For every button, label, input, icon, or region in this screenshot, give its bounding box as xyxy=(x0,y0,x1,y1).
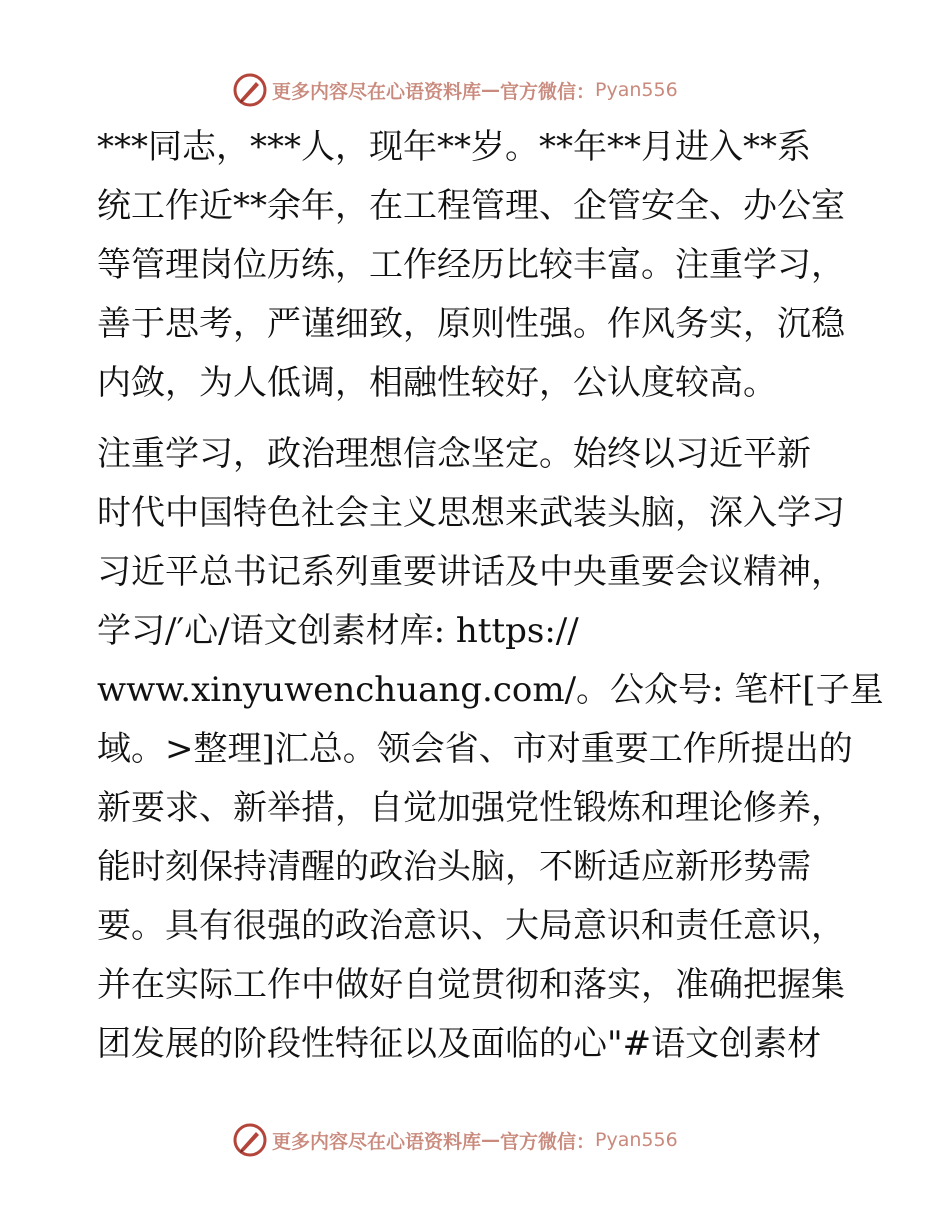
text-line: 学习/′心/语文创素材库: https:// xyxy=(97,611,579,651)
header-watermark-wechat-label: 官方微信： xyxy=(500,80,596,103)
paragraph-profile xyxy=(97,118,857,413)
pen-logo-icon xyxy=(232,72,268,108)
header-watermark-banner xyxy=(232,70,678,110)
text-line: 域。>整理]汇总。领会省、市对重要工作所提出的 xyxy=(97,729,853,769)
text-line: 要。具有很强的政治意识、大局意识和责任意识， xyxy=(97,906,845,946)
footer-watermark-wechat-id: Pyan556 xyxy=(595,1129,678,1151)
text-line: 注重学习，政治理想信念坚定。始终以习近平新 xyxy=(97,434,811,474)
text-line: ***同志，***人，现年**岁。**年**月进入**系 xyxy=(97,127,811,167)
header-watermark-wechat-id: Pyan556 xyxy=(595,79,678,101)
header-watermark-separator: — xyxy=(481,79,501,101)
header-watermark-title: 更多内容尽在心语资料库 xyxy=(272,80,482,103)
text-line: 内敛，为人低调，相融性较好，公认度较高。 xyxy=(97,363,777,403)
footer-watermark-separator: — xyxy=(481,1129,501,1151)
footer-watermark-title: 更多内容尽在心语资料库 xyxy=(272,1130,482,1153)
text-line: 统工作近**余年，在工程管理、企管安全、办公室 xyxy=(97,186,845,226)
paragraph-political-study xyxy=(97,425,884,1074)
text-line: www.xinyuwenchuang.com/。公众号: 笔杆[子星 xyxy=(97,670,884,710)
footer-watermark-banner xyxy=(232,1120,678,1160)
text-line: 团发展的阶段性特征以及面临的心"#语文创素材 xyxy=(97,1024,822,1064)
text-line: 时代中国特色社会主义思想来武装头脑，深入学习 xyxy=(97,493,845,533)
text-line: 习近平总书记系列重要讲话及中央重要会议精神， xyxy=(97,552,845,592)
text-line: 新要求、新举措，自觉加强党性锻炼和理论修养， xyxy=(97,788,845,828)
text-line: 善于思考，严谨细致，原则性强。作风务实，沉稳 xyxy=(97,304,845,344)
text-line: 并在实际工作中做好自觉贯彻和落实，准确把握集 xyxy=(97,965,845,1005)
footer-watermark-wechat-label: 官方微信： xyxy=(500,1130,596,1153)
pen-logo-icon xyxy=(232,1122,268,1158)
text-line: 能时刻保持清醒的政治头脑，不断适应新形势需 xyxy=(97,847,811,887)
text-line: 等管理岗位历练，工作经历比较丰富。注重学习， xyxy=(97,245,845,285)
